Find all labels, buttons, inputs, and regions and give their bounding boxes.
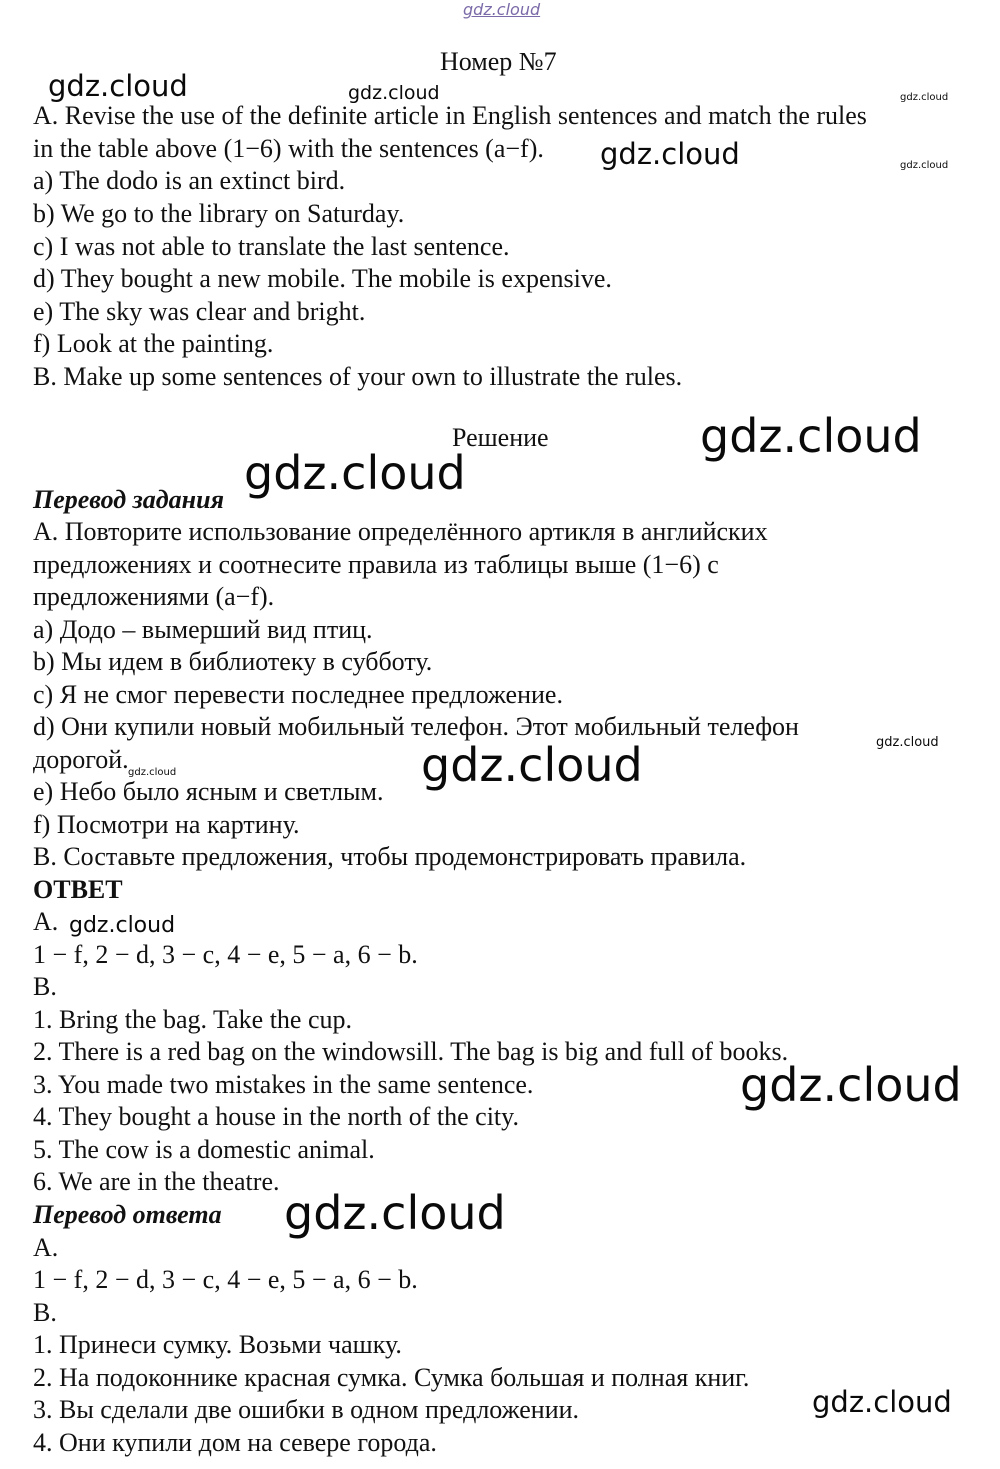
task-line: d) They bought a new mobile. The mobile is expensive. <box>33 264 612 293</box>
watermark: gdz.cloud <box>600 137 740 171</box>
answer-line: 2. There is a red bag on the windowsill. The bag is big and full of books. <box>33 1037 789 1066</box>
page-title: Номер №7 <box>440 47 557 76</box>
task-line: A. Revise the use of the definite article in English sentences and match the rules <box>33 101 867 130</box>
translation-line: a) Додо – вымерший вид птиц. <box>33 615 373 644</box>
answer-translation-line: 4. Они купили дом на севере города. <box>33 1428 437 1457</box>
answer-translation-line: 2. На подоконнике красная сумка. Сумка большая и полная книг. <box>33 1363 750 1392</box>
task-line: c) I was not able to translate the last sentence. <box>33 232 510 261</box>
translation-line: A. Повторите использование определённого артикля в английских <box>33 517 768 546</box>
solution-heading: Решение <box>452 423 549 452</box>
answer-translation-heading: Перевод ответа <box>33 1200 222 1229</box>
answer-line: 1. Bring the bag. Take the cup. <box>33 1005 353 1034</box>
watermark: gdz.cloud <box>244 446 466 500</box>
watermark: gdz.cloud <box>900 92 949 103</box>
answer-translation-line: 1 − f, 2 − d, 3 − c, 4 − e, 5 − a, 6 − b. <box>33 1265 418 1294</box>
task-line: a) The dodo is an extinct bird. <box>33 166 346 195</box>
translation-line: B. Составьте предложения, чтобы продемонстрировать правила. <box>33 842 747 871</box>
watermark: gdz.cloud <box>812 1385 952 1419</box>
translation-line: c) Я не смог перевести последнее предложение. <box>33 680 563 709</box>
answer-line: A. <box>33 907 59 936</box>
translation-line: e) Небо было ясным и светлым. <box>33 777 384 806</box>
task-line: B. Make up some sentences of your own to illustrate the rules. <box>33 362 683 391</box>
answer-translation-line: 3. Вы сделали две ошибки в одном предложении. <box>33 1395 580 1424</box>
task-line: f) Look at the painting. <box>33 329 274 358</box>
answer-line: B. <box>33 972 57 1001</box>
watermark: gdz.cloud <box>900 160 949 171</box>
answer-line: 4. They bought a house in the north of the city. <box>33 1102 519 1131</box>
watermark: gdz.cloud <box>69 913 176 938</box>
watermark: gdz.cloud <box>284 1186 506 1240</box>
translation-heading: Перевод задания <box>33 485 224 514</box>
translation-line: предложениях и соотнесите правила из таблицы выше (1−6) с <box>33 550 719 579</box>
watermark: gdz.cloud <box>463 0 541 19</box>
answer-line: 6. We are in the theatre. <box>33 1167 280 1196</box>
answer-line: 1 − f, 2 − d, 3 − c, 4 − e, 5 − a, 6 − b. <box>33 940 418 969</box>
task-line: e) The sky was clear and bright. <box>33 297 366 326</box>
answer-line: 5. The cow is a domestic animal. <box>33 1135 375 1164</box>
translation-line: дорогой. <box>33 745 129 774</box>
answer-translation-line: 1. Принеси сумку. Возьми чашку. <box>33 1330 402 1359</box>
translation-line: предложениями (a−f). <box>33 582 275 611</box>
task-line: in the table above (1−6) with the sentences (a−f). <box>33 134 544 163</box>
watermark: gdz.cloud <box>48 69 188 103</box>
watermark: gdz.cloud <box>128 767 177 778</box>
watermark: gdz.cloud <box>876 735 939 750</box>
translation-line: f) Посмотри на картину. <box>33 810 300 839</box>
task-line: b) We go to the library on Saturday. <box>33 199 405 228</box>
answer-translation-line: A. <box>33 1233 59 1262</box>
watermark: gdz.cloud <box>700 409 922 463</box>
watermark: gdz.cloud <box>348 82 440 104</box>
answer-line: 3. You made two mistakes in the same sentence. <box>33 1070 534 1099</box>
watermark: gdz.cloud <box>740 1058 962 1112</box>
translation-line: b) Мы идем в библиотеку в субботу. <box>33 647 433 676</box>
translation-line: d) Они купили новый мобильный телефон. Этот мобильный телефон <box>33 712 799 741</box>
answer-heading: ОТВЕТ <box>33 875 123 904</box>
answer-translation-line: B. <box>33 1298 57 1327</box>
watermark: gdz.cloud <box>421 738 643 792</box>
